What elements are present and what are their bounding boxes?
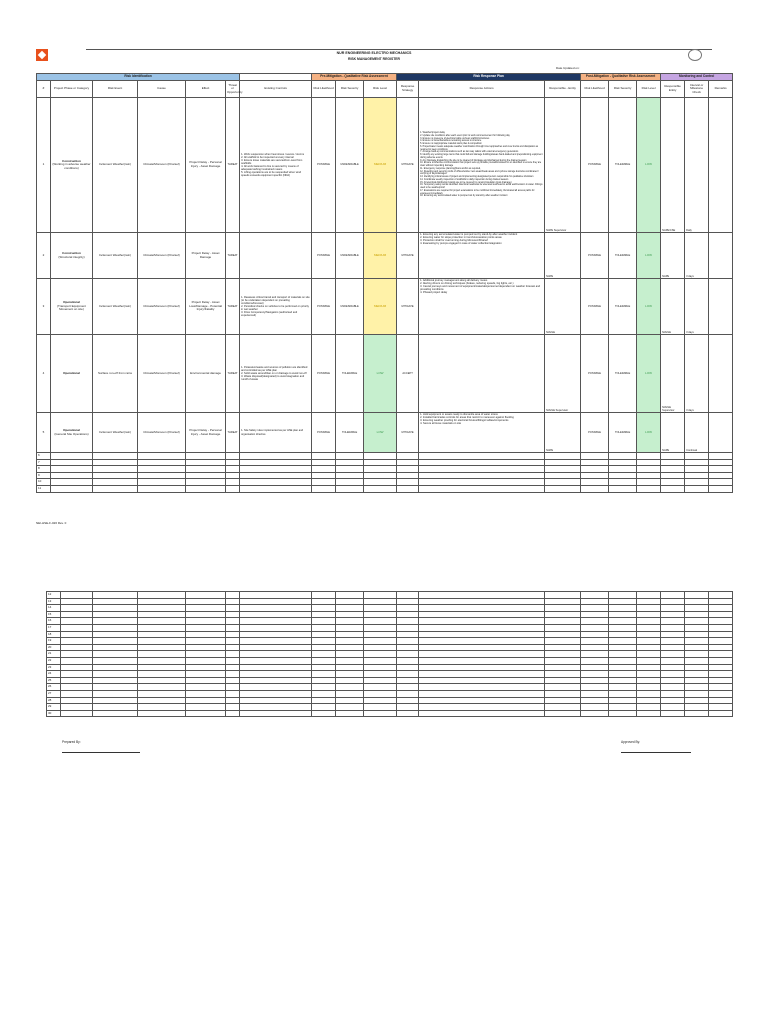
row-effect: Project Delay - Asset Damage bbox=[186, 233, 226, 279]
row-num: 25 bbox=[47, 677, 61, 684]
row-effect: Project Delay - Personal Injury - Asset Damage bbox=[186, 98, 226, 233]
row-num: 10 bbox=[37, 479, 51, 486]
company-name: NUR ENGINEERING ELECTRO MECHANICS bbox=[336, 51, 412, 55]
row-phase bbox=[51, 335, 93, 413]
row-responsible: NAPE bbox=[545, 233, 581, 279]
phase-detail: (Transport Equipment Movement on site) bbox=[57, 303, 86, 312]
row-threat: THREAT bbox=[226, 233, 240, 279]
row-resp-entity: NAVGE bbox=[661, 279, 685, 335]
row-post-likelihood: POSSIBLE bbox=[581, 98, 609, 233]
table-row-empty bbox=[47, 710, 733, 717]
row-post-level: LOW bbox=[637, 335, 661, 413]
row-event: Inclement Weather(rain) bbox=[93, 233, 138, 279]
row-post-likelihood: POSSIBLE bbox=[581, 279, 609, 335]
row-interval: 3 days bbox=[685, 335, 709, 413]
approved-by-label: Approved By: bbox=[621, 740, 641, 744]
table-row-empty bbox=[47, 618, 733, 625]
table-row-empty bbox=[47, 624, 733, 631]
row-level: MEDIUM bbox=[364, 98, 397, 233]
table-row-empty bbox=[37, 485, 733, 492]
row-strategy: MITIGATE bbox=[397, 413, 419, 453]
row-cause: Climate/Monsoon (Kharsef) bbox=[138, 233, 186, 279]
row-controls bbox=[240, 233, 312, 279]
row-controls: 1. Potassium/waste and sources of pollution are identified and controlled as per HSE plan 2. Solid waste around/ban on or drainage to avoid run-off 3. Waste disposal/(designated) to avoid stagnation and runoff of waste bbox=[240, 335, 312, 413]
row-severity: TOLERABLE bbox=[336, 335, 364, 413]
group-monitoring: Monitoring and Control bbox=[661, 74, 733, 81]
row-effect: Environmental damage bbox=[186, 335, 226, 413]
row-controls: 1. Work suspension when heat stress / severe / storms 2. All scaffold to be inspected at every interval 3. Ensure loose materials are secured/rem-oved from scaffolds 4. All work fastened to line is secured by means of adequate lashing/ restrained means 5. Lifting operations are to be suspended when wind speeds exceeds equipment specific (NDA) bbox=[240, 98, 312, 233]
table-row bbox=[37, 413, 733, 453]
row-num: 16 bbox=[47, 618, 61, 625]
row-responsible: NAPE bbox=[545, 413, 581, 453]
row-num: 22 bbox=[47, 657, 61, 664]
phase-label: Operational bbox=[63, 427, 80, 432]
row-post-level: LOW bbox=[637, 233, 661, 279]
col-level: Risk Level bbox=[364, 81, 397, 98]
row-level: LOW bbox=[364, 335, 397, 413]
row-controls: 1. Site Safety rules implemented as per HSE plan and organisation directive bbox=[240, 413, 312, 453]
row-severity: UNDESIRABLE bbox=[336, 233, 364, 279]
row-interval: 3 days bbox=[685, 233, 709, 279]
row-post-level: LOW bbox=[637, 413, 661, 453]
row-strategy: MITIGATE bbox=[397, 279, 419, 335]
row-event: Surface run-off from rains bbox=[93, 335, 138, 413]
row-level: MEDIUM bbox=[364, 279, 397, 335]
group-response-plan: Risk Response Plan bbox=[397, 74, 581, 81]
row-severity: UNDESIRABLE bbox=[336, 279, 364, 335]
phase-label: Construction bbox=[62, 158, 81, 163]
row-remarks bbox=[709, 279, 733, 335]
continuation-sheet bbox=[46, 591, 712, 717]
col-cause: Cause bbox=[138, 81, 186, 98]
prepared-by-signature-line bbox=[62, 752, 140, 753]
row-strategy: ACCEPT bbox=[397, 335, 419, 413]
row-strategy: MITIGATE bbox=[397, 98, 419, 233]
register-header bbox=[36, 49, 712, 73]
table-row-empty bbox=[47, 704, 733, 711]
table-row-empty bbox=[37, 459, 733, 466]
col-post-likelihood: Risk Likelihood bbox=[581, 81, 609, 98]
row-threat: THREAT bbox=[226, 98, 240, 233]
row-responsible: NAVGE Supervisor bbox=[545, 335, 581, 413]
phase-label: Operational bbox=[63, 370, 80, 375]
row-num: 5 bbox=[37, 413, 51, 453]
phase-detail: (General Site Operations) bbox=[54, 431, 89, 436]
row-phase bbox=[51, 279, 93, 335]
table-row-empty bbox=[47, 657, 733, 664]
table-row-empty bbox=[47, 644, 733, 651]
table-row-empty bbox=[37, 472, 733, 479]
table-row-empty bbox=[47, 684, 733, 691]
row-resp-entity: NAVGE Supervisor bbox=[661, 335, 685, 413]
col-interval: Interval or Milestone Check bbox=[685, 81, 709, 98]
row-responsible: NAVGE bbox=[545, 279, 581, 335]
table-row bbox=[37, 98, 733, 233]
phase-label: Operational bbox=[63, 300, 80, 305]
row-effect: Project Delay - Personal Injury - Asset Damage bbox=[186, 413, 226, 453]
row-event: Inclement Weather(rain) bbox=[93, 279, 138, 335]
table-row-empty bbox=[37, 453, 733, 460]
company-logo-icon bbox=[36, 49, 48, 61]
group-header-row bbox=[37, 74, 733, 81]
row-num: 13 bbox=[47, 598, 61, 605]
row-num: 2 bbox=[37, 233, 51, 279]
row-cause: Climate/Monsoon (Kharsef) bbox=[138, 98, 186, 233]
row-post-likelihood: POSSIBLE bbox=[581, 413, 609, 453]
row-num: 8 bbox=[37, 466, 51, 473]
risk-register-table bbox=[36, 73, 733, 493]
row-cause: Climate/Monsoon (Kharsef) bbox=[138, 335, 186, 413]
row-level: MEDIUM bbox=[364, 233, 397, 279]
column-header-row bbox=[37, 81, 733, 98]
row-num: 20 bbox=[47, 644, 61, 651]
row-level: LOW bbox=[364, 413, 397, 453]
phase-detail: (Structural integrity) bbox=[58, 254, 85, 259]
row-num: 7 bbox=[37, 459, 51, 466]
row-post-likelihood: POSSIBLE bbox=[581, 233, 609, 279]
continuation-table bbox=[46, 591, 733, 717]
table-row bbox=[37, 279, 733, 335]
approved-by-signature-line bbox=[621, 752, 691, 753]
table-row-empty bbox=[47, 638, 733, 645]
row-post-severity: TOLERABLE bbox=[609, 335, 637, 413]
table-row-empty bbox=[47, 671, 733, 678]
row-actions: 1. Weather/project delay 2. Update site conditions after each event prior to work commencement for following day 3. Ensure no presence of electrical cable on/near scaffold structures 4. Ensure no loose/hazardous remaining access to structure 5. Ensure no inappropriate material stock piles & competition 6. Proper/water means adequate weather coordination through timer approaches and crew trucks and dissipation as required to keep conditions 7. Arrange back-up communications such as two way radios with external emergency generators 8. Identify any existing large items that could fall and damage buildings/areas hand-loaded and prepositioning equipment during adverse events 9. Any blockage dispatching the site to be cleared of blockage and discharged during the drained season 10. Ensure to effective communication that project sets up portable precautions/area for an identified to ensure they are clear without impending damage 11. Emergency response planning/plans and/or as required, 12. Resetting and securing roofs of offices/worker rest areas/break areas and cyclone storage doors/as coordinated / verifying of keys/damages 13. Identifying critical areas of project and implementing designated person responsible for qualitative shutdown 14. Coordinate weekly inspection of scaffolds to daily inspection during drained season 15. All electrical distribution boards are to be covered by canopy/insulation (post drainage) 16. Temporary safety works identified. Electrical readiness be executed overhead to avoid earth/erosion in water. Fittings used to be weatherproof 17. Evacuations are required for project evacuations to be mobilized immediately, illuminated all access paths for evacuees immediately 18. Ensuring any accumulated water is pumped out by stand-by after weather incident bbox=[419, 98, 545, 233]
row-likelihood: POSSIBLE bbox=[312, 98, 336, 233]
row-event: Inclement Weather(rain) bbox=[93, 413, 138, 453]
row-num: 19 bbox=[47, 638, 61, 645]
row-num: 27 bbox=[47, 690, 61, 697]
row-post-level: LOW bbox=[637, 279, 661, 335]
row-responsible: NAPE Supervisor bbox=[545, 98, 581, 233]
row-num: 6 bbox=[37, 453, 51, 460]
col-responsible: Responsible - Entity bbox=[545, 81, 581, 98]
row-num: 29 bbox=[47, 704, 61, 711]
row-interval: Daily bbox=[685, 98, 709, 233]
row-effect: Project Delay - Asset Loss/Damage - Potential Injury/Fatality bbox=[186, 279, 226, 335]
group-pre-mitigation: Pre-Mitigation - Qualitative Risk Assessment bbox=[312, 74, 397, 81]
table-row-empty bbox=[47, 664, 733, 671]
row-likelihood: POSSIBLE bbox=[312, 413, 336, 453]
col-effect: Effect bbox=[186, 81, 226, 98]
row-strategy: MITIGATE bbox=[397, 233, 419, 279]
table-row-empty bbox=[47, 651, 733, 658]
row-num: 18 bbox=[47, 631, 61, 638]
row-cause: Climate/Monsoon (Kharsef) bbox=[138, 279, 186, 335]
table-row-empty bbox=[47, 605, 733, 612]
group-blank bbox=[240, 74, 312, 81]
register-title: RISK MANAGEMENT REGISTER bbox=[348, 57, 400, 61]
prepared-by-label: Prepared By: bbox=[62, 740, 81, 744]
table-row-empty bbox=[47, 690, 733, 697]
date-updated-label: Date Updated on: bbox=[556, 66, 580, 70]
row-remarks bbox=[709, 413, 733, 453]
row-num: 23 bbox=[47, 664, 61, 671]
col-actions: Response Actions bbox=[419, 81, 545, 98]
row-likelihood: POSSIBLE bbox=[312, 279, 336, 335]
row-post-level: LOW bbox=[637, 98, 661, 233]
row-likelihood: POSSIBLE bbox=[312, 233, 336, 279]
row-resp-entity: NAPE/CSE bbox=[661, 98, 685, 233]
row-num: 4 bbox=[37, 335, 51, 413]
row-remarks bbox=[709, 335, 733, 413]
table-row-empty bbox=[47, 697, 733, 704]
row-num: 11 bbox=[37, 485, 51, 492]
table-row-empty bbox=[47, 677, 733, 684]
row-post-severity: TOLERABLE bbox=[609, 413, 637, 453]
row-num: 28 bbox=[47, 697, 61, 704]
row-phase bbox=[51, 413, 93, 453]
col-post-severity: Risk Severity bbox=[609, 81, 637, 98]
row-severity: TOLERABLE bbox=[336, 413, 364, 453]
row-remarks bbox=[709, 98, 733, 233]
table-row bbox=[37, 335, 733, 413]
phase-detail: (Working in adverse weather conditions) bbox=[52, 162, 91, 170]
row-threat: THREAT bbox=[226, 413, 240, 453]
table-row-empty bbox=[37, 479, 733, 486]
row-resp-entity: NAPE bbox=[661, 233, 685, 279]
phase-label: Construction bbox=[62, 250, 81, 255]
row-num: 15 bbox=[47, 611, 61, 618]
row-post-likelihood: POSSIBLE bbox=[581, 335, 609, 413]
table-row-empty bbox=[47, 598, 733, 605]
document-id: NEI-HSE-F-026 Rev. 0 bbox=[36, 521, 67, 525]
row-cause: Climate/Monsoon (Kharsef) bbox=[138, 413, 186, 453]
row-post-severity: TOLERABLE bbox=[609, 98, 637, 233]
group-post-mitigation: Post-Mitigation - Qualitative Risk Assessment bbox=[581, 74, 661, 81]
row-post-severity: TOLERABLE bbox=[609, 279, 637, 335]
row-event: Inclement Weather(rain) bbox=[93, 98, 138, 233]
row-num: 24 bbox=[47, 671, 61, 678]
row-num: 30 bbox=[47, 710, 61, 717]
row-severity: UNDESIRABLE bbox=[336, 98, 364, 233]
table-row-empty bbox=[47, 631, 733, 638]
risk-register-sheet bbox=[36, 73, 727, 493]
col-risk-event: Risk Event bbox=[93, 81, 138, 98]
row-resp-entity: NAPE bbox=[661, 413, 685, 453]
group-identification: Risk Identification bbox=[37, 74, 240, 81]
row-threat: THREAT bbox=[226, 279, 240, 335]
col-post-level: Risk Level bbox=[637, 81, 661, 98]
col-severity: Risk Severity bbox=[336, 81, 364, 98]
row-num: 12 bbox=[47, 592, 61, 599]
col-strategy: Response Strategy bbox=[397, 81, 419, 98]
row-num: 17 bbox=[47, 624, 61, 631]
row-phase bbox=[51, 98, 93, 233]
table-row-empty bbox=[47, 592, 733, 599]
row-phase bbox=[51, 233, 93, 279]
row-num: 3 bbox=[37, 279, 51, 335]
row-threat: THREAT bbox=[226, 335, 240, 413]
row-actions: 1. Additional journey management along all delivery routes 2. Alerting drivers on driving techniques (brakes, reducing speeds, fog lights, etc.) 3. Cancel journeys and movement of equipment/materials/personnel dependent on weather forecast and prevailing conditions 4. Phased project delay bbox=[419, 279, 545, 335]
table-row bbox=[37, 233, 733, 279]
row-actions bbox=[419, 335, 545, 413]
row-interval: 3 days bbox=[685, 279, 709, 335]
col-num: # bbox=[37, 81, 51, 98]
row-num: 21 bbox=[47, 651, 61, 658]
col-resp-entity: Responsible Entity bbox=[661, 81, 685, 98]
row-num: 26 bbox=[47, 684, 61, 691]
col-threat: Threat or Opportunity bbox=[226, 81, 240, 98]
row-num: 14 bbox=[47, 605, 61, 612]
row-num: 1 bbox=[37, 98, 51, 233]
row-actions: 1. Ensuring any accumulated water is pumped out by stand-by after weather incident 2. Ensuring water for slope protection in trench/excavation points areas 3. Protection shall for overrunning during Monsoon/Kharsef 4. Evacuating by pumps engaged in case of water collection/stagnation bbox=[419, 233, 545, 279]
col-remarks: Remarks bbox=[709, 81, 733, 98]
table-row-empty bbox=[47, 611, 733, 618]
row-interval: Continual bbox=[685, 413, 709, 453]
row-controls: 1. Reassess critical transit and transport of materials on site (to be undertaken dependent on prevailing conditions/forecast) 2. Periodical checks on vehicles to be performed on priority in wet weather 3. Drive Competency/Navigators (authorised and experienced) bbox=[240, 279, 312, 335]
col-phase: Project Phase or Category bbox=[51, 81, 93, 98]
table-row-empty bbox=[37, 466, 733, 473]
client-logo-icon bbox=[688, 49, 702, 61]
row-num: 9 bbox=[37, 472, 51, 479]
col-likelihood: Risk Likelihood bbox=[312, 81, 336, 98]
col-controls: Existing Controls bbox=[240, 81, 312, 98]
row-likelihood: POSSIBLE bbox=[312, 335, 336, 413]
row-post-severity: TOLERABLE bbox=[609, 233, 637, 279]
row-remarks bbox=[709, 233, 733, 279]
row-actions: 1. Hold equipment or assets ready to dismantle area of water stress 2. Installed barricades controls for areas that restrict to maneuver against flooding 3. Ensuring weather proofing for electrical fixtures/fittings/ tables/components 4. Secure all loose materials on site bbox=[419, 413, 545, 453]
